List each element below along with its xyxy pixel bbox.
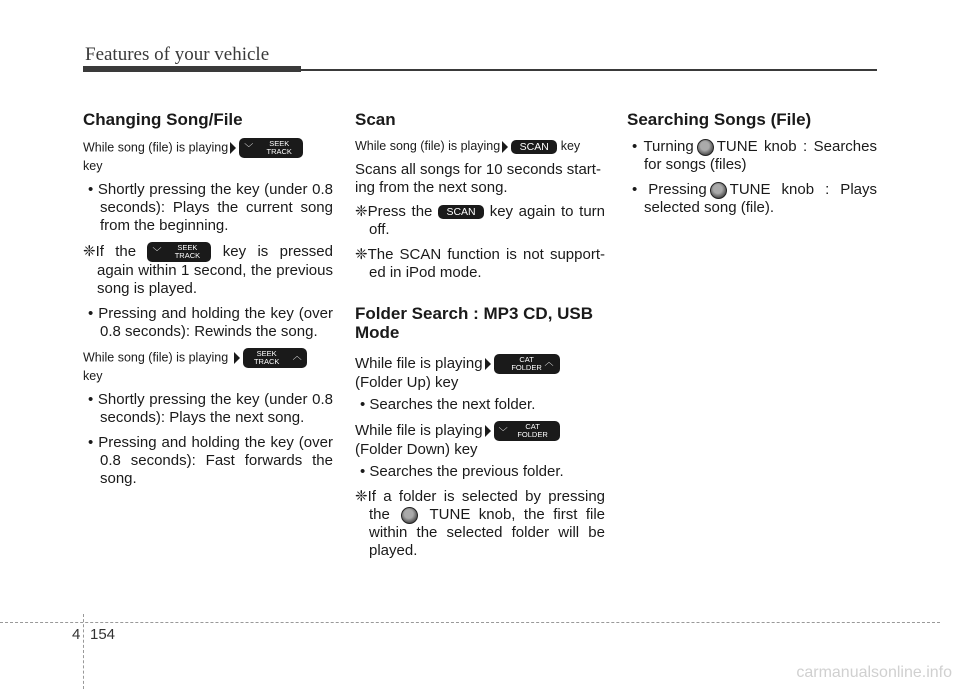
bullet-text: Pressing [648,181,707,198]
bullet-item: • Searches the next folder. [360,396,536,413]
bullet-text: TUNE knob : Searches for songs (files) [644,138,877,173]
cat-folder-up-key-icon [494,354,560,374]
note-item: ❈The SCAN function is not support-ed in iPod mode. [355,246,605,281]
tune-knob-icon [401,507,418,524]
chevron-up-icon: ︿ [292,351,302,361]
play-arrow-icon [234,352,240,364]
instruction-text: While file is playing [355,354,483,372]
bullet-text: Searches the next folder. [369,396,536,413]
note-text: ❈If a folder is selected by pressing the [355,488,605,523]
bullet-item: • Shortly pressing the key (under 0.8 seconds): Plays the current song from the beginning. [88,181,334,234]
section-heading: Folder Search : MP3 CD, USB Mode [355,304,594,342]
chevron-up-icon: ︿ [544,357,554,367]
play-arrow-icon [230,142,236,154]
note-item [355,488,605,560]
bullet-text: Shortly pressing the key (under 0.8 seconds): Plays the current song from the beginning. [97,181,334,234]
key-label: TRACK [174,251,201,260]
play-arrow-icon [485,358,491,370]
note-text: TUNE knob, the first file within the selected folder will be played. [369,506,606,559]
bullet-text: Turning [643,138,694,155]
note-text: ❈Press the [355,203,433,220]
instruction-line [83,138,333,174]
tune-knob-icon [710,182,727,199]
bullet-text: TUNE knob : Plays selected song (file). [644,181,877,216]
key-label: CAT [525,422,540,431]
scan-key-icon: SCAN [438,205,484,219]
watermark: carmanualsonline.info [796,664,952,681]
seek-track-down-key-icon [239,138,303,158]
note-text: ❈If the [83,242,137,260]
bullet-item: • Searches the previous folder. [360,463,564,480]
note-item [355,203,605,239]
bullet-text: Pressing and holding the key (over 0.8 seconds): Fast forwards the song. [98,434,333,487]
key-label: FOLDER [517,430,548,439]
footer-rule [0,622,940,623]
key-label: SEEK [177,243,198,252]
section-heading: Scan [355,110,396,129]
bullet-text: Shortly pressing the key (under 0.8 seconds): Plays the next song. [97,391,334,426]
instruction-line [355,138,605,154]
bullet-item: • Pressing TUNE knob : Plays selected song (file). [632,181,877,216]
cat-folder-down-key-icon [494,421,560,441]
bullet-text: Searches the previous folder. [369,463,564,480]
section-heading: Searching Songs (File) [627,110,812,129]
bullet-text: Pressing and holding the key (over 0.8 seconds): Rewinds the song. [98,305,333,340]
bullet-item: • Shortly pressing the key (under 0.8 seconds): Plays the next song. [88,391,334,426]
page-number: 154 [90,626,116,643]
header-title: Features of your vehicle [85,44,270,65]
key-label: SEEK [269,139,290,148]
footer-divider [83,614,84,689]
column-searching-songs [627,110,877,224]
play-arrow-icon [502,141,508,153]
chapter-number: 4 [72,626,81,643]
instruction-text: While file is playing [355,421,483,439]
key-label: TRACK [253,357,280,366]
column-scan [355,110,605,567]
seek-track-up-key-icon [243,348,307,368]
instruction-text: key [83,369,103,383]
note-text: key is pressed again within 1 second, the previous song is played. [97,242,333,297]
note-text: key again to turn off. [369,203,605,238]
play-arrow-icon [485,425,491,437]
tune-knob-icon [697,139,714,156]
instruction-text: While song (file) is playing [83,140,229,155]
bullet-item: • Pressing and holding the key (over 0.8 seconds): Rewinds the song. [88,305,333,340]
instruction-text: key [83,159,103,173]
scan-key-icon: SCAN [511,140,557,154]
chevron-down-icon: ﹀ [244,143,254,153]
key-label: FOLDER [511,363,542,372]
header-bar [83,66,301,72]
bullet-item: • Pressing and holding the key (over 0.8 seconds): Fast forwards the song. [88,434,333,487]
instruction-text: While song (file) is playing [355,139,501,153]
seek-track-down-key-icon [147,242,211,262]
section-heading: Changing Song/File [83,110,243,129]
note-item [83,242,333,298]
instruction-text: (Folder Down) key [355,441,478,458]
instruction-line [355,421,605,459]
paragraph: Scans all songs for 10 seconds start-ing from the next song. [355,161,601,196]
instruction-text: key [560,139,581,153]
bullet-item: • Turning TUNE knob : Searches for songs (files) [632,138,877,173]
chevron-down-icon: ﹀ [152,247,162,257]
instruction-line [355,354,605,392]
column-changing-song [83,110,333,495]
key-label: CAT [519,355,534,364]
key-label: TRACK [266,147,292,156]
instruction-text: (Folder Up) key [355,374,459,391]
header-rule [300,69,877,71]
instruction-line [83,348,333,384]
chevron-down-icon: ﹀ [498,427,508,437]
instruction-text: While song (file) is playing [83,350,229,365]
key-label: SEEK [256,349,277,358]
